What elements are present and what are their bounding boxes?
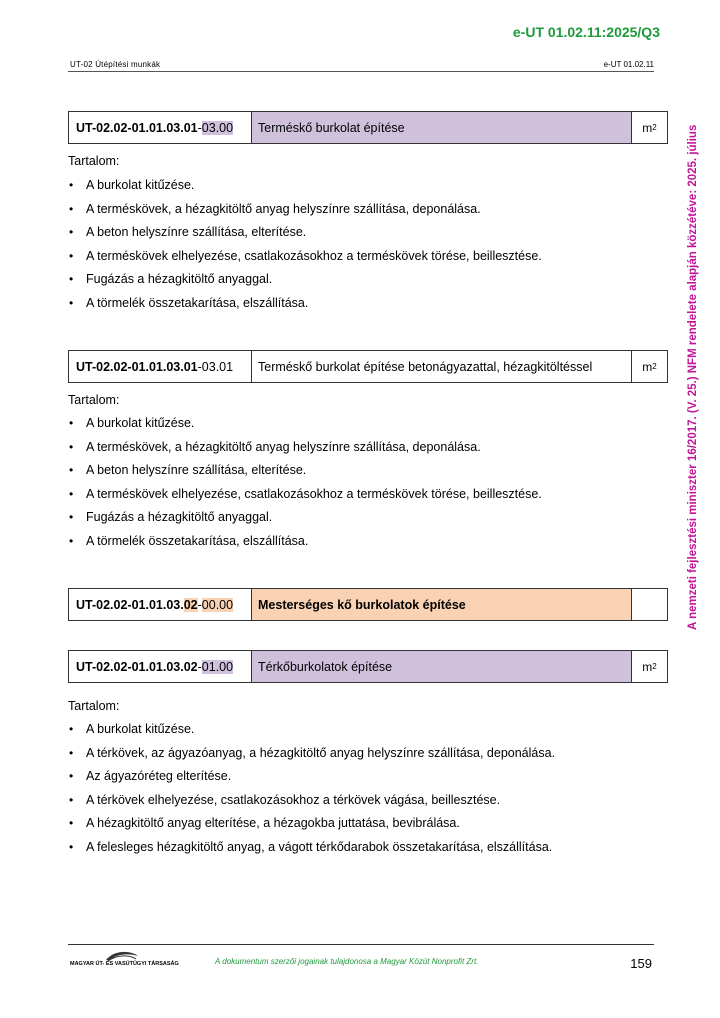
- item-unit: [632, 589, 667, 620]
- document-code: e-UT 01.02.11:2025/Q3: [512, 24, 660, 40]
- list-item: • Fugázás a hézagkitöltő anyaggal.: [69, 510, 273, 524]
- list-item: • Fugázás a hézagkitöltő anyaggal.: [69, 272, 273, 286]
- society-name: MAGYAR ÚT- ÉS VASÚTÜGYI TÁRSASÁG: [70, 961, 179, 967]
- list-item: • A terméskövek, a hézagkitöltő anyag helyszínre szállítása, deponálása.: [69, 201, 481, 216]
- header-section-title: UT-02 Útépítési munkák: [70, 60, 161, 69]
- list-item: • A térkövek, az ágyazóanyag, a hézagkitöltő anyag helyszínre szállítása, deponálása.: [69, 745, 556, 760]
- list-item: • A beton helyszínre szállítása, elterítése.: [69, 225, 307, 239]
- item-unit: m 2: [642, 359, 657, 374]
- society-logo-icon: [68, 948, 158, 972]
- footer-divider: [68, 944, 654, 945]
- list-item: • A burkolat kitűzése.: [69, 416, 195, 430]
- list-item: • Az ágyazóréteg elterítése.: [69, 769, 232, 783]
- copyright-note: A dokumentum szerzői jogainak tulajdonosa a Magyar Közút Nonprofit Zrt.: [215, 957, 479, 966]
- list-item: • A terméskövek elhelyezése, csatlakozásokhoz a terméskövek törése, beillesztése.: [69, 486, 542, 501]
- item-unit: m 2: [642, 120, 657, 135]
- item-row-03-01: [68, 350, 668, 383]
- item-title: Terméskő burkolat építése: [252, 112, 632, 143]
- item-code: UT-02.02-01.01.03. 02 - 00.00: [69, 589, 252, 620]
- content-label: Tartalom:: [68, 699, 120, 713]
- list-item: • A burkolat kitűzése.: [69, 722, 195, 736]
- content-label: Tartalom:: [68, 154, 120, 168]
- item-row-02-01-00: [68, 650, 668, 683]
- list-item: • A hézagkitöltő anyag elterítése, a hézagokba juttatása, bevibrálása.: [69, 816, 460, 830]
- item-title: Terméskő burkolat építése betonágyazattal, hézagkitöltéssel: [252, 351, 632, 382]
- list-item: • A beton helyszínre szállítása, elterítése.: [69, 463, 307, 477]
- item-code: UT-02.02-01.01.03.02 - 01.00: [69, 651, 252, 682]
- list-item: • A terméskövek, a hézagkitöltő anyag helyszínre szállítása, deponálása.: [69, 439, 481, 454]
- content-list: [68, 718, 555, 859]
- item-title: Térkőburkolatok építése: [252, 651, 632, 682]
- item-row-02-00-00: [68, 588, 668, 621]
- content-label: Tartalom:: [68, 393, 120, 407]
- list-item: • A terméskövek elhelyezése, csatlakozásokhoz a terméskövek törése, beillesztése.: [69, 248, 542, 263]
- item-code: UT-02.02-01.01.03.01 - 03.01: [69, 351, 252, 382]
- content-list: [68, 412, 542, 553]
- header-document-id: e-UT 01.02.11: [603, 60, 654, 69]
- item-row-03-00: [68, 111, 668, 144]
- item-title: Mesterséges kő burkolatok építése: [252, 589, 632, 620]
- header-divider: [68, 71, 654, 72]
- content-list: [68, 174, 542, 315]
- list-item: • A törmelék összetakarítása, elszállítása.: [69, 533, 309, 548]
- page-number: 159: [630, 956, 652, 971]
- list-item: • A törmelék összetakarítása, elszállítása.: [69, 295, 309, 310]
- side-publication-note: A nemzeti fejlesztési miniszter 16/2017. (V. 25.) NFM rendelete alapján közzétéve: 2025. július: [687, 124, 699, 630]
- item-unit: m 2: [642, 659, 657, 674]
- list-item: • A burkolat kitűzése.: [69, 178, 195, 192]
- list-item: • A felesleges hézagkitöltő anyag, a vágott térkődarabok összetakarítása, elszállítása.: [69, 839, 553, 854]
- list-item: • A térkövek elhelyezése, csatlakozásokhoz a térkövek vágása, beillesztése.: [69, 792, 501, 807]
- item-code: UT-02.02-01.01.03.01 - 03.00: [69, 112, 252, 143]
